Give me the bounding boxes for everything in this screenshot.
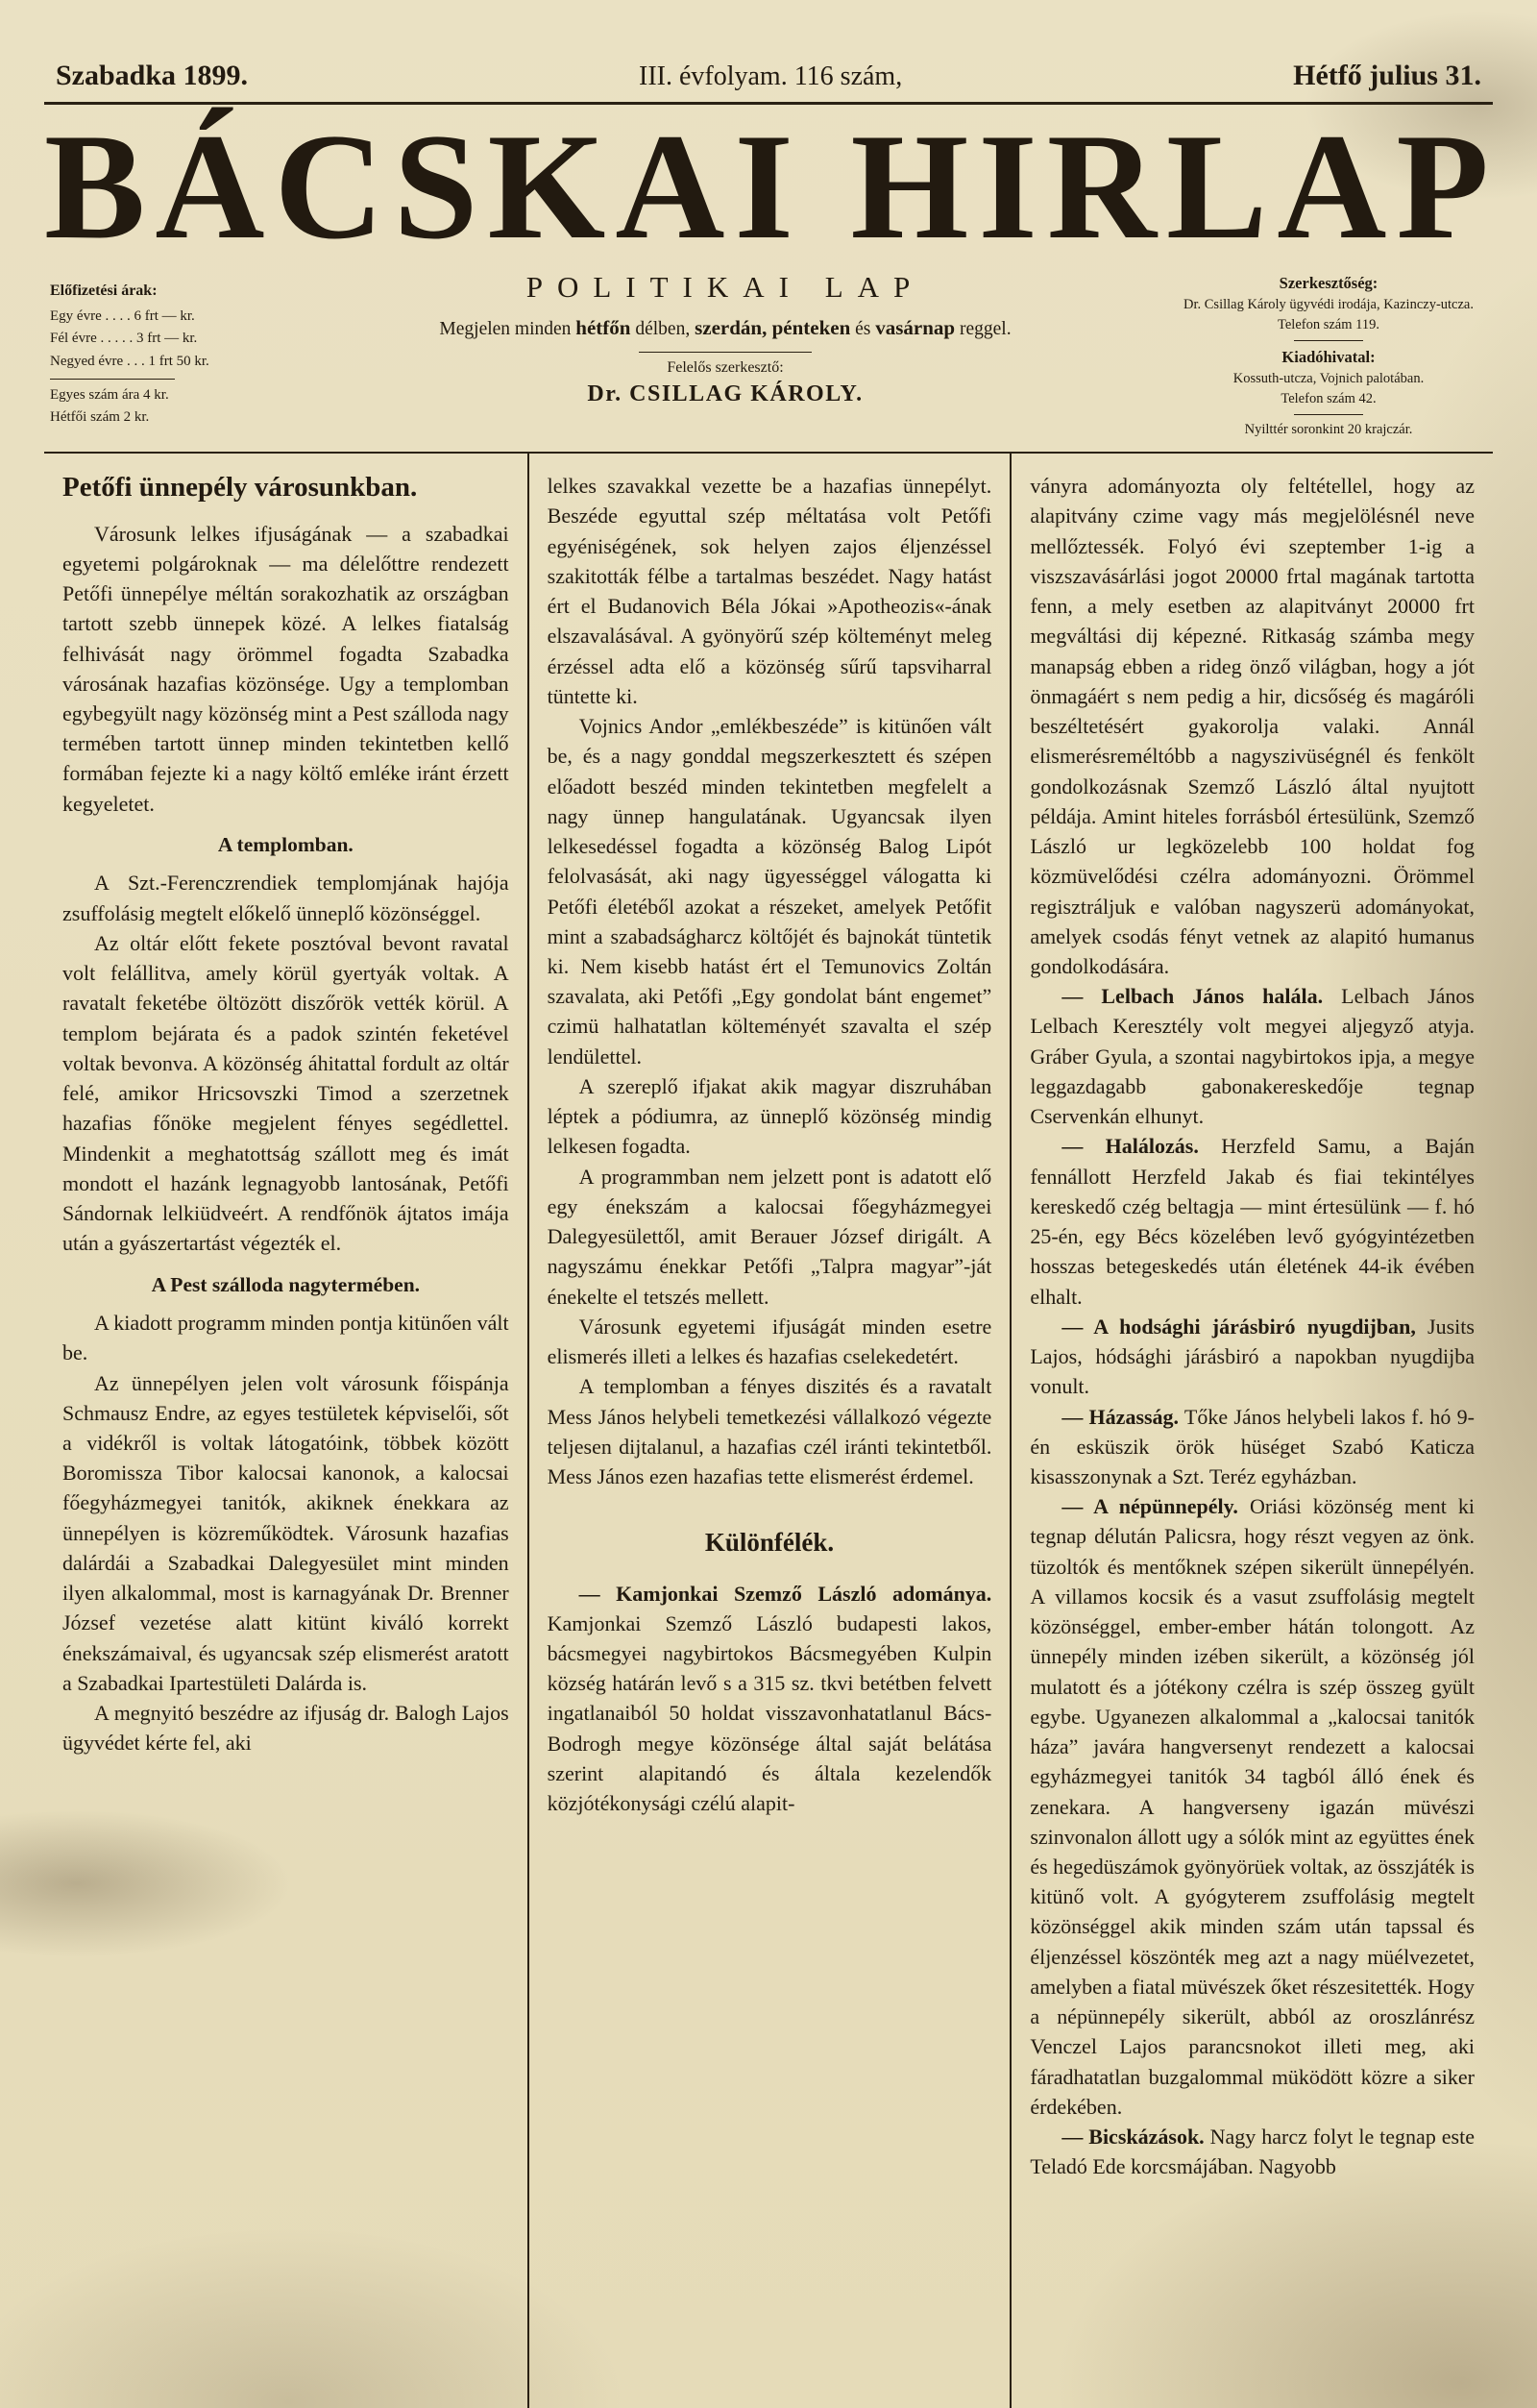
editorial-office-address: Dr. Csillag Károly ügyvédi irodája, Kazinczy-utcza. (1183, 297, 1474, 313)
article-paragraph: A Szt.-Ferenczrendiek templomjának hajója zsuffolásig megtelt előkelő ünneplő közönséggel. (62, 871, 509, 925)
dateline-issue: III. évfolyam. 116 szám, (639, 61, 903, 91)
divider-rule (1294, 414, 1363, 415)
publication-schedule (294, 316, 1157, 340)
body-columns (44, 452, 1493, 2408)
publisher-office-address: Kossuth-utcza, Vojnich palotában. (1232, 371, 1425, 387)
divider-rule (50, 379, 175, 380)
news-item (1030, 1131, 1475, 1311)
subscription-row-quarter: Negyed évre . . . 1 frt 50 kr. (50, 353, 209, 369)
editor-label: Felelős szerkesztő: (667, 359, 784, 377)
news-item-text: Lelbach János Lelbach Keresztély volt megyei aljegyző atyja. Gráber Gyula, a szontai nagybirtokos ipja, a megye leggazdagabb gabonakereskedője tegnap Cservenkán elhunyt. (1030, 984, 1475, 1129)
article-paragraph: A kiadott programm minden pontja kitünően vált be. (62, 1311, 509, 1365)
subscription-row-year: Egy évre . . . . 6 frt — kr. (50, 308, 195, 325)
column-3 (1010, 454, 1493, 2408)
article-subhead-templomban: A templomban. (217, 832, 354, 856)
article-paragraph: A szereplő ifjakat akik magyar diszruhában léptek a pódiumra, az ünneplő közönség mindig lelkesen fogadta. (547, 1073, 992, 1159)
news-item-lead: — Lelbach János halála. (1061, 984, 1324, 1009)
schedule-day-sunday: vasárnap (875, 316, 956, 340)
subheader (44, 268, 1493, 452)
news-item-lead: — A hodsághi járásbiró nyugdijban, (1061, 1314, 1416, 1339)
divider-rule (1294, 340, 1363, 341)
dateline-date: Hétfő julius 31. (1293, 60, 1481, 91)
article-paragraph: A megnyitó beszédre az ifjuság dr. Balogh Lajos ügyvédet kérte fel, aki (62, 1701, 509, 1756)
news-item (548, 1579, 992, 1819)
dateline-place: Szabadka 1899. (56, 60, 249, 91)
masthead-title: BÁCSKAI HIRLAP (44, 103, 1499, 271)
news-item (1030, 981, 1475, 1131)
article-paragraph: A programmban nem jelzett pont is adatott elő egy énekszám a kalocsai főegyházmegyei Dalegyesülettől, amit Berauer József dirigált. A nagyszámu énekkar Petőfi „Talpra magyar”-ját énekelte el tetszés mellett. (547, 1164, 992, 1309)
article-paragraph: A templomban a fényes diszités és a ravatalt Mess János helybeli temetkezési vállalkozó végezte teljesen dijtalanul, a hazafias czél iránti tekintetből. Mess János ezen hazafias tette elismerést érdemel. (547, 1374, 992, 1488)
schedule-text: reggel. (959, 319, 1012, 340)
subscription-rates-block (50, 270, 281, 429)
schedule-day-monday: hétfőn (575, 316, 631, 340)
publisher-office-title: Kiadóhivatal: (1281, 348, 1376, 367)
article-paragraph: Az ünnepélyen jelen volt városunk főispánja Schmausz Endre, az egyes testületek képviselői, sőt a vidékről is voltak látogatóink, többek között Boromissza Tibor kalocsai kanonok, a kalocsai főegyházmegyei tanitók, akiknek énekkara az ünnepélyen is közreműködtek. Városunk hazafias dalárdái a Szabadkai Dalegyesület mint minden ilyen alkalommal, most is karnagyának Dr. Brenner József vezetése alatt kitünt kiváló korrekt énekszámaival, és ugyancsak szép elismerést aratott a Szabadkai Ipartestületi Dalárda is. (62, 1370, 509, 1695)
news-item (1030, 2122, 1475, 2181)
news-item-lead: — Bicskázások. (1061, 2125, 1205, 2150)
article-paragraph: Az oltár előtt fekete posztóval bevont ravatal volt felállitva, amely körül gyertyák voltak. A ravatalt feketébe öltözött diszőrök vették körül. A templom bejárata és a padok szintén feketével voltak bevonva. A közönség áhitattal fordult az oltár felé, amikor Hricsovszki Timod a szerzetnek hazafias főnöke megjelent fényes segédlettel. Mindenkit a meghatottság szállott meg és imát mondott el hazánk legnagyobb lantosának, Petőfi Sándornak lelkiüdveért. A rendfőnök ájtatos imája után a gyászertartást végezték el. (62, 930, 509, 1256)
news-item-text: Jusits Lajos, hódsághi járásbiró a napokban nyugdijba vonult. (1030, 1314, 1475, 1399)
column-2 (527, 454, 1011, 2408)
news-item (1030, 1491, 1475, 2122)
section-heading-kulonfelek: Különfélék. (704, 1528, 835, 1558)
news-item-lead: — Kamjonkai Szemző László adománya. (578, 1581, 992, 1606)
news-item-lead: — Halálozás. (1061, 1134, 1199, 1159)
news-item-text: Nagy harcz folyt le tegnap este Teladó Ede korcsmájában. Nagyobb (1030, 2125, 1475, 2179)
office-info-block (1170, 270, 1487, 440)
editorial-office-phone: Telefon szám 119. (1278, 317, 1379, 333)
schedule-text: és (855, 319, 871, 340)
article-paragraph: Városunk lelkes ifjuságának — a szabadkai egyetemi polgároknak — ma délelőttre rendezett Petőfi ünnepélye méltán sorakozhatik az országban tartott szebb ünnepek közé. A lelkes fiatalság felhivását nagy örömmel fogadta Szabadka városának hazafias közönsége. Ugy a templomban egybegyült nagy közönség mint a Pest szálloda nagy termében tartott ünnep minden tekintetben kellő formában fejezte ki a nagy költő emléke iránt érzett kegyeletet. (62, 521, 509, 816)
editorial-office-title: Szerkesztőség: (1279, 274, 1378, 293)
news-item-continuation: ványra adományozta oly feltétellel, hogy az alapitvány czime vagy más megjelölésnél neve mellőztessék. Folyó évi szeptember 1-ig a viszszavásárlási jogot 20000 frtal magának tartotta fenn, a mely esetben az alapitványt 20000 frt megváltási dij képezné. Ritkaság számba megy manapság ebben a rideg önző világban, hogy a jót önmagáért s nem pedig a hir, dicsőség és magáróli beszéltetésért gyakorolja valaki. Annál elismerésreméltóbb a nagyszivüségnél és fenkölt gondolkozásnak Szemző László által nyujtott példája. Amint hiteles forrásból értesülünk, Szemző László ur legközelebb 100 holdat fog közmüvelődési czélra adományozni. Örömmel regisztráljuk e valóban nagyszerü adományokat, amelyek csodás fényt vetnek az alapitó humanus gondolkodására. (1030, 474, 1475, 978)
article-paragraph: Városunk egyetemi ifjuságát minden esetre elismerés illeti a lelkes és hazafias cselekedetért. (547, 1314, 992, 1369)
news-item-text: Herzfeld Samu, a Baján fennállott Herzfeld Jakab és fiai tekintélyes kereskedő czég beltagja — mint értesülünk — f. hó 25-én, egy Bécs közelében levő gyógyintézetben hosszas betegeskedés után életének 44-ik évében elhalt. (1030, 1134, 1475, 1309)
article-subhead-pest-szalloda: A Pest szálloda nagytermében. (151, 1272, 421, 1296)
dateline (44, 60, 1493, 105)
schedule-day-wed-fri: szerdán, pénteken (695, 316, 851, 340)
schedule-text: délben, (635, 319, 691, 340)
paper-subtitle: POLITIKAI LAP (525, 270, 925, 305)
news-item-lead: — Házasság. (1061, 1404, 1180, 1429)
open-column-rate: Nyilttér soronkint 20 krajczár. (1244, 422, 1413, 438)
news-item-lead: — A népünnepély. (1061, 1494, 1238, 1519)
news-item-text: Tőke János helybeli lakos f. hó 9-én esküszik örök hüséget Szabó Katicza kisasszonynak a Szt. Teréz egyházban. (1030, 1404, 1475, 1488)
news-item (1030, 1312, 1475, 1402)
article-paragraph: lelkes szavakkal vezette be a hazafias ünnepélyt. Beszéde egyuttal szép méltatása volt Petőfi egyéniségének, sok helyen zajos éljenzéssel szakitották félbe a tartalmas beszédet. Nagy hatást ért el Budanovich Béla Jókai »Apotheozis«-ának elszavalásával. A gyönyörű szép költeményt meleg érzéssel adta elő a közönség sűrű tapsviharral tüntette ki. (547, 474, 992, 708)
news-item-text: Kamjonkai Szemző László budapesti lakos, bácsmegyei nagybirtokos Bácsmegyében Kulpin község határán levő s a 315 sz. tkvi betétben felvett ingatlanaiból 50 holdat visszavonhatatlanul Bács-Bodrogh megye közönsége által saját belátása szerint alapitandó és általa kezelendők közjótékonysági czélú alapit- (547, 1610, 992, 1816)
column-1 (44, 454, 527, 2408)
editor-name: Dr. CSILLAG KÁROLY. (587, 381, 864, 407)
news-item-text: Oriási közönség ment ki tegnap délután Palicsra, hogy részt vegyen az önk. tüzoltók és mentőknek szépen sikerült ünnepélyén. A villamos kocsik és a vasut zsuffolásig megtelt közönséggel, ember-ember hátán tolongott. Az ünnepély minden izében sikerült, a közönség jól mulatott és a jótékony czélra is szép összeg gyült egybe. Ugyanezen alkalommal a „kalocsai tanitók háza” javára hangversenyt rendezett a kalocsai egyházmegyei tanitók 34 tagból álló ének és zenekara. A hangverseny igazán müvészi szinvonalon állott ugy a sólók mint az együttes ének és hegedüszámok gyönyörüek voltak, az összjáték is kitünő volt. A gyógyterem zsuffolásig megtelt közönséggel akik minden szám után tapssal és éljenzéssel köszönték meg azt a nagy müélvezetet, amelyben a fiatal müvészek őket részesitették. Hogy a népünnepély sikerült, abból az oroszlánrész Venczel Lajos parancsnokot illeti meg, aki fáradhatatlan buzgalommal müködött közre a siker érdekében. (1030, 1494, 1475, 2119)
divider-rule (639, 352, 812, 353)
article-paragraph: Vojnics Andor „emlékbeszéde” is kitünően vált be, és a nagy gonddal megszerkesztett és szépen előadott beszéd minden tekintetben megfelelt a nagy ünnep hangulatának. Ugyancsak ilyen lelkesedéssel fogadta a közönség Balog Lipót felolvasását, aki nagy ügyességgel válogatta ki Petőfi életéből azokat a részeket, amelyek Petőfit mint a szabadságharcz költőjét és bajnokát tüntetik ki. Nem kisebb hatást ért el Temunovics Zoltán szavalata, aki Petőfi „Egy gondolat bánt engemet” czimü halhatatlan költeményét szavalta el szép lendülettel. (547, 714, 992, 1069)
subheader-center (281, 270, 1170, 407)
article-title: Petőfi ünnepély városunkban. (62, 472, 418, 504)
news-item (1030, 1402, 1475, 1492)
subscription-title: Előfizetési árak: (50, 283, 158, 300)
schedule-text: Megjelen minden (439, 319, 572, 340)
publisher-office-phone: Telefon szám 42. (1281, 391, 1377, 407)
monday-copy-price: Hétfői szám 2 kr. (50, 409, 150, 426)
single-copy-price: Egyes szám ára 4 kr. (50, 386, 169, 403)
subscription-row-halfyear: Fél évre . . . . . 3 frt — kr. (50, 331, 198, 347)
